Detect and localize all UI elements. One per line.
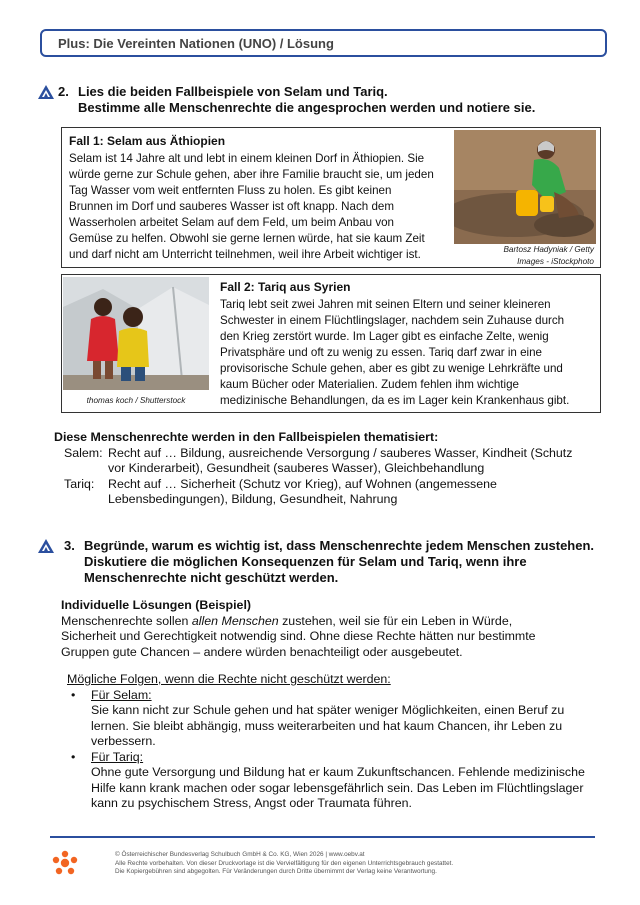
page-title: Plus: Die Vereinten Nationen (UNO) / Lösung (58, 35, 334, 51)
level-triangle-icon (38, 85, 54, 99)
task-instruction: Diskutiere die möglichen Konsequenzen für Selam und Tariq, wenn ihre (84, 554, 527, 569)
answer-paragraph: Menschenrechte sollen allen Menschen zustehen, weil sie für ein Leben in Würde, Sicherheit und Gerechtigkeit notwendig sind. Ohne diese Rechte hätten nur bestimmte Gruppen gute Chancen – andere würden benachteiligt oder ausgebeutet. (61, 613, 536, 659)
bullet-icon: • (71, 687, 76, 702)
task-3 (38, 538, 618, 588)
task-instruction: Begründe, warum es wichtig ist, dass Menschenrechte jedem Menschen zustehen. (84, 538, 595, 553)
task-instruction: Bestimme alle Menschenrechte die angesprochen werden und notiere sie. (78, 100, 536, 115)
photo-credit: Bartosz Hadyniak / Getty Images - iStockphoto (503, 245, 594, 266)
answer-label-selam: Salem: (64, 445, 103, 460)
task-instruction: Menschenrechte nicht geschützt werden. (84, 570, 339, 585)
answer-text-selam: Recht auf … Bildung, ausreichende Versorgung / sauberes Wasser, Kindheit (Schutz vor Kinderarbeit), Gesundheit (sauberes Wasser), Gleichbehandlung (108, 445, 573, 475)
photo-credit: thomas koch / Shutterstock (86, 396, 186, 405)
footer-copyright: © Österreichischer Bundesverlag Schulbuch GmbH & Co. KG, Wien 2026 | www.oebv.at Alle Rechte vorbehalten. Von dieser Druckvorlage ist die Vervielfältigung für den eigenen Unterrichtsgebrauch gestattet. Die Kopiergebühren sind abgegolten. Für Veränderungen durch Dritte übernimmt der Verlag keine Verantwortung. (115, 851, 454, 875)
task-number: 3. (64, 538, 75, 553)
answer-heading: Individuelle Lösungen (Beispiel) (61, 598, 252, 612)
list-item: • Für Selam: Sie kann nicht zur Schule gehen und hat später weniger Möglichkeiten, einen Beruf zu lernen. Sie bleibt abhängig, muss weiterarbeiten und hat kaum Chancen, ihr Leben zu verbessern. (71, 687, 565, 748)
answer-task-3 (61, 598, 621, 812)
case-box-selam (61, 127, 601, 268)
page-header (40, 29, 607, 57)
list-item: • Für Tariq: Ohne gute Versorgung und Bildung hat er kaum Zukunftschancen. Fehlende medizinische Hilfe kann krank machen oder sogar lebensgefährlich sein. Das Leben im Flüchtlingslager kann zu psychischem Stress, Angst oder Traumata führen. (71, 749, 585, 810)
case-text: Selam ist 14 Jahre alt und lebt in einem kleinen Dorf in Äthiopien. Sie würde gerne zur Schule gehen, aber ihre Familie braucht sie, um jeden Tag Wasser vom weit entfernten Fluss zu holen. Es gibt keinen Brunnen im Dorf und sauberes Wasser ist oft knapp. Nach dem Wasserholen arbeitet Selam auf dem Feld, um beim Anbau von Gemüse zu helfen. Obwohl sie gerne lernen würde, hat sie kaum Zeit und darf nicht am Unterricht teilnehmen, weil ihre Arbeit wichtiger ist. (69, 152, 434, 261)
case-box-tariq (61, 274, 601, 413)
case-title: Fall 2: Tariq aus Syrien (220, 280, 351, 294)
photo-refugee-children (63, 277, 209, 390)
answer-list (64, 446, 614, 508)
consequences-heading: Mögliche Folgen, wenn die Rechte nicht geschützt werden: (67, 672, 391, 686)
publisher-logo-icon (52, 850, 78, 876)
task-2 (38, 84, 618, 118)
footer-divider (50, 836, 595, 838)
answer-heading: Diese Menschenrechte werden in den Fallbeispielen thematisiert: (54, 430, 439, 444)
level-triangle-icon (38, 539, 54, 553)
case-text: Tariq lebt seit zwei Jahren mit seinen Eltern und seiner kleineren Schwester in einem Flüchtlingslager, nachdem sein Zuhause durch den Krieg zerstört wurde. Im Lager gibt es einfache Zelte, wenig Privatsphäre und oft zu wenig zu essen. Tariq darf zwar in eine provisorische Schule gehen, aber es gibt zu wenige Lehrkräfte und kaum Bücher oder Materialien. Zudem fehlen ihm wichtige medizinische Behandlungen, da es im Lager kein Krankenhaus gibt. (220, 298, 570, 407)
case-title: Fall 1: Selam aus Äthiopien (69, 134, 226, 148)
answer-task-2 (54, 430, 614, 508)
bullet-icon: • (71, 749, 76, 764)
consequences-list (67, 688, 621, 812)
answer-text-tariq: Recht auf … Sicherheit (Schutz vor Krieg), auf Wohnen (angemessene Lebensbedingungen), Bildung, Gesundheit, Nahrung (108, 476, 497, 506)
task-number: 2. (58, 84, 69, 99)
photo-girl-fetching-water (454, 130, 596, 244)
task-instruction: Lies die beiden Fallbeispiele von Selam und Tariq. (78, 84, 388, 99)
answer-label-tariq: Tariq: (64, 476, 95, 491)
